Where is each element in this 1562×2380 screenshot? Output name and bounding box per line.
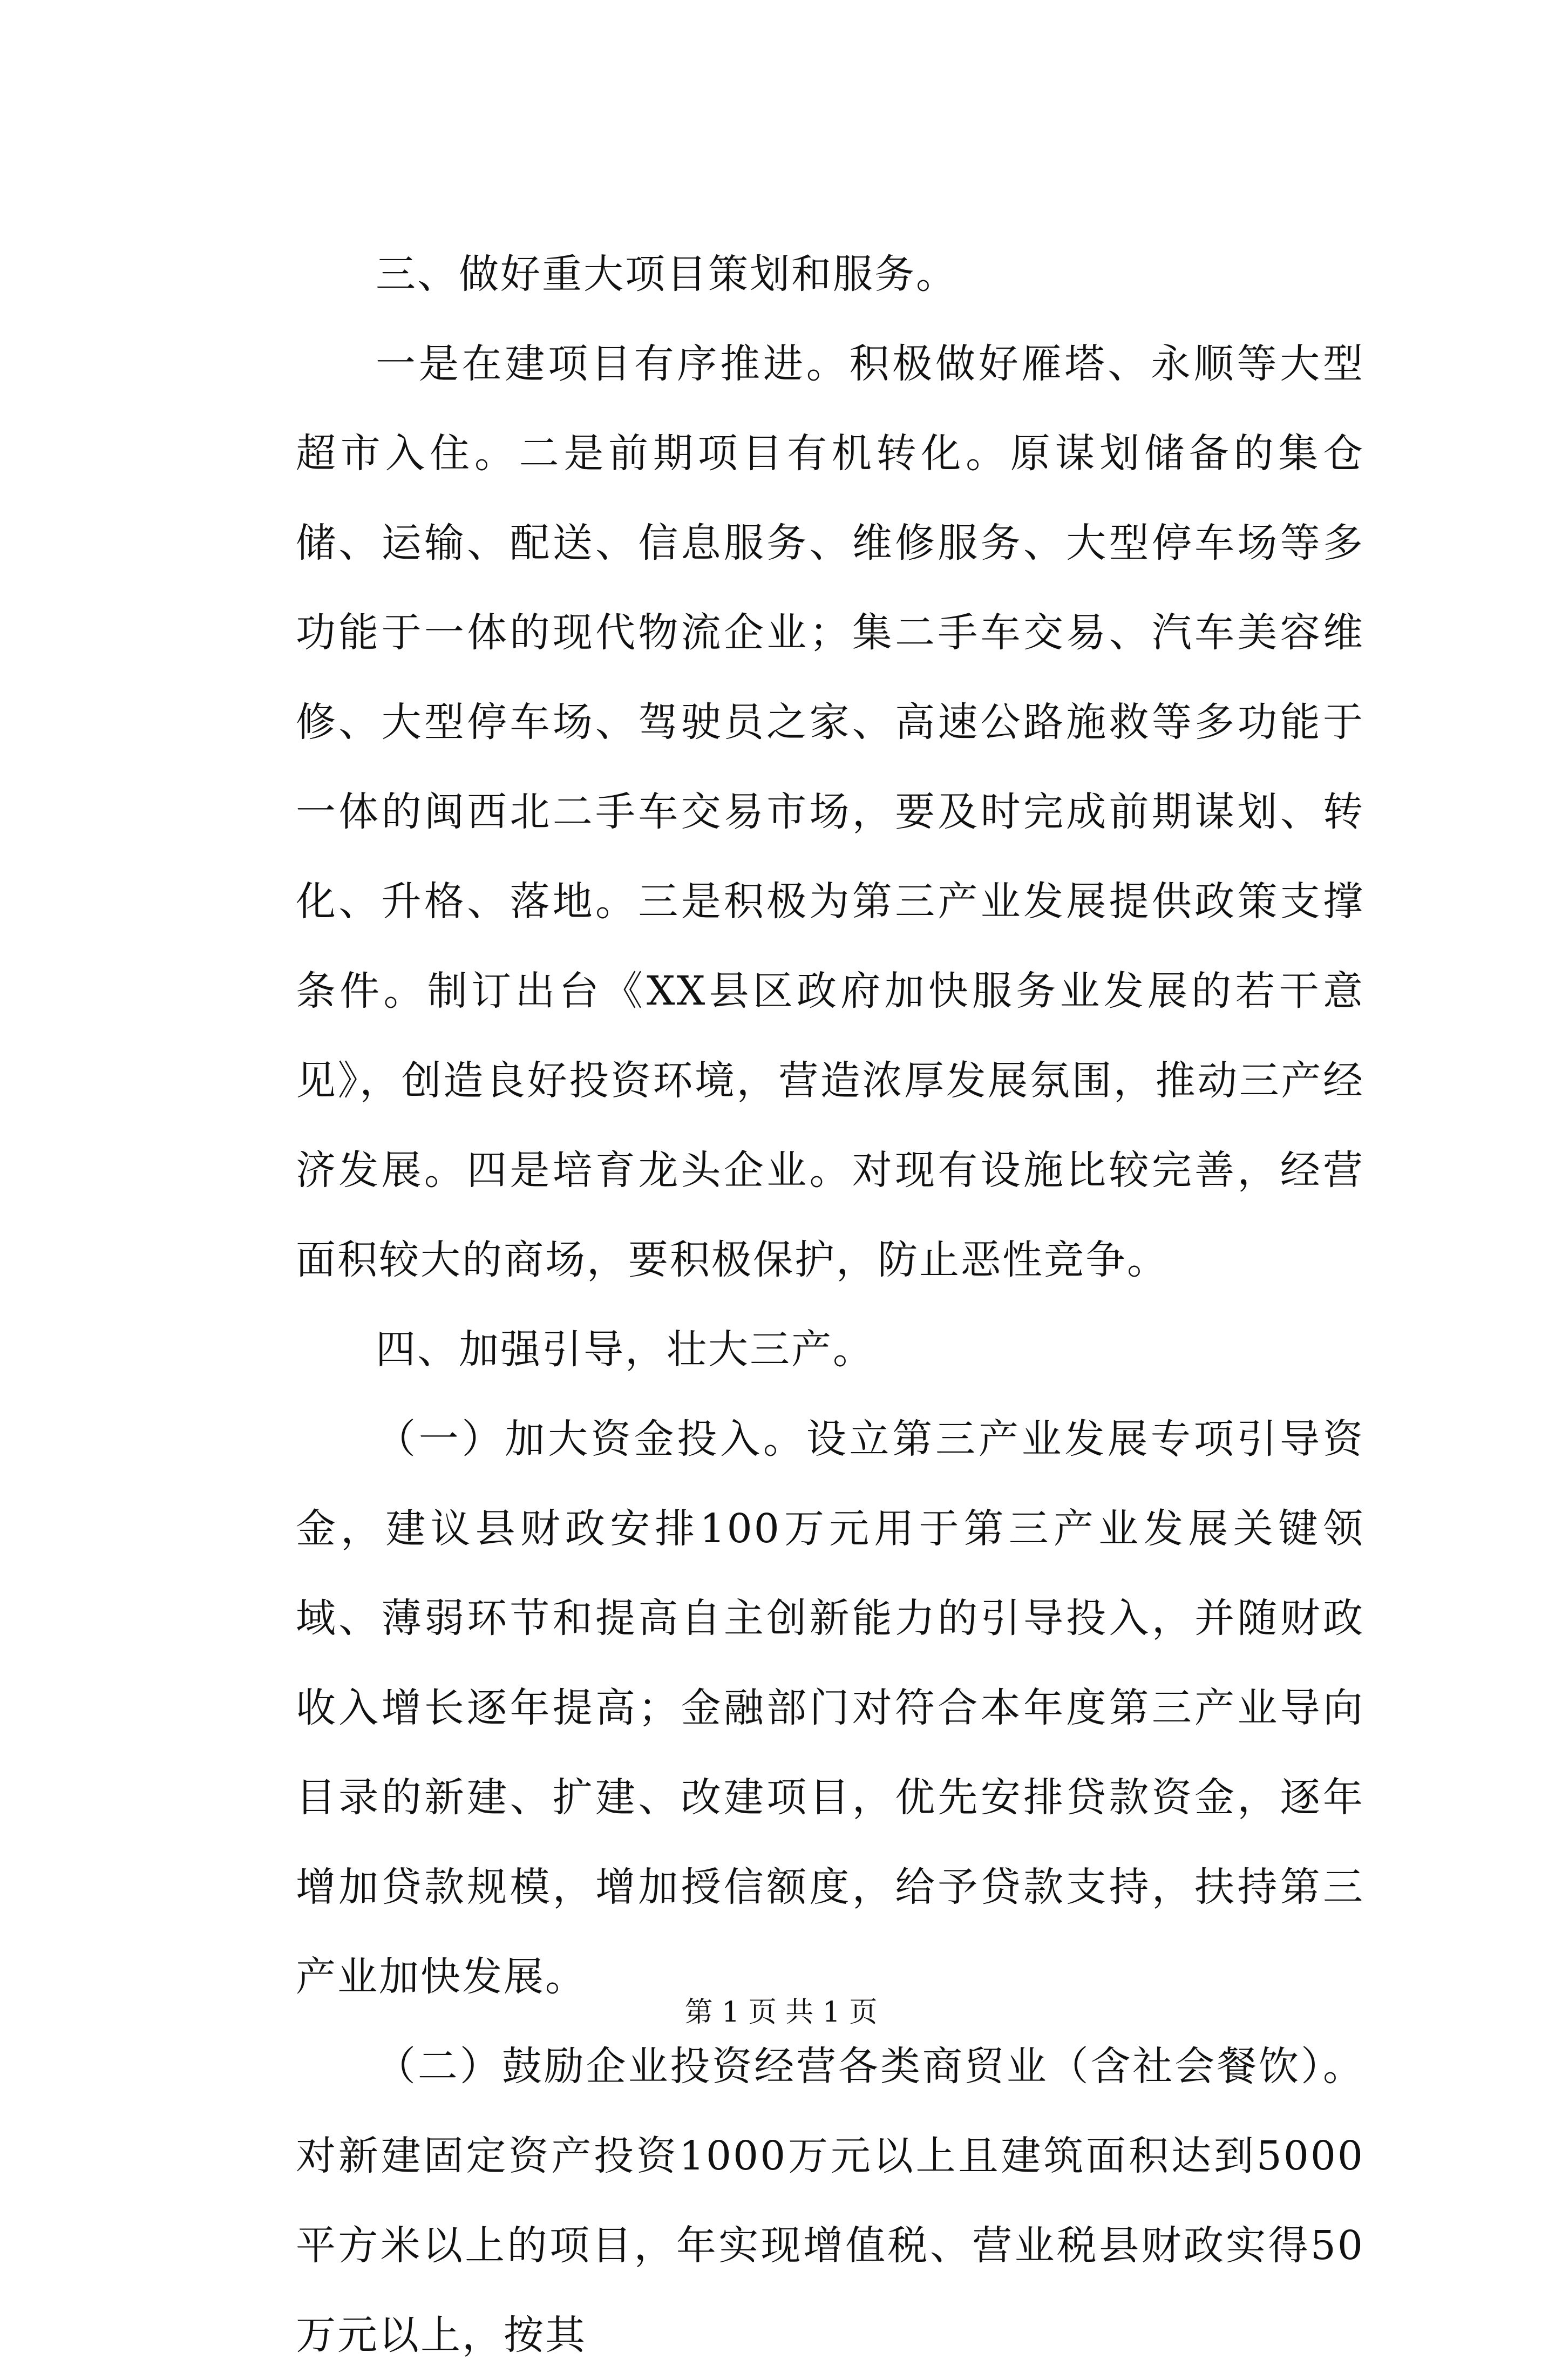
document-body [296, 229, 1364, 2380]
page-footer: 第 1 页 共 1 页 [684, 1996, 878, 2029]
paragraph-3: 一是在建项目有序推进。积极做好雁塔、永顺等大型超市入住。二是前期项目有机转化。原谋划储备的集仓储、运输、配送、信息服务、维修服务、大型停车场等多功能于一体的现代物流企业；集二手车交易、汽车美容维修、大型停车场、驾驶员之家、高速公路施救等多功能于一体的闽西北二手车交易市场，要及时完成前期谋划、转化、升格、落地。三是积极为第三产业发展提供政策支撑条件。制订出台《XX县区政府加快服务业发展的若干意见》，创造良好投资环境，营造浓厚发展氛围，推动三产经济发展。四是培育龙头企业。对现有设施比较完善，经营面积较大的商场，要积极保护，防止恶性竞争。 [296, 341, 1364, 1283]
section-heading-3: 三、做好重大项目策划和服务。 [376, 251, 957, 297]
paragraph-4-1: （一）加大资金投入。设立第三产业发展专项引导资金，建议县财政安排100万元用于第三产业发展关键领域、薄弱环节和提高自主创新能力的引导投入，并随财政收入增长逐年提高；金融部门对符合本年度第三产业导向目录的新建、扩建、改建项目，优先安排贷款资金，逐年增加贷款规模，增加授信额度，给予贷款支持，扶持第三产业加快发展。 [296, 1416, 1364, 2000]
section-heading-4: 四、加强引导，壮大三产。 [376, 1326, 874, 1373]
paragraph-4-2: （二）鼓励企业投资经营各类商贸业（含社会餐饮）。对新建固定资产投资1000万元以上且建筑面积达到5000平方米以上的项目，年实现增值税、营业税县财政实得50万元以上，按其 [296, 2043, 1364, 2358]
